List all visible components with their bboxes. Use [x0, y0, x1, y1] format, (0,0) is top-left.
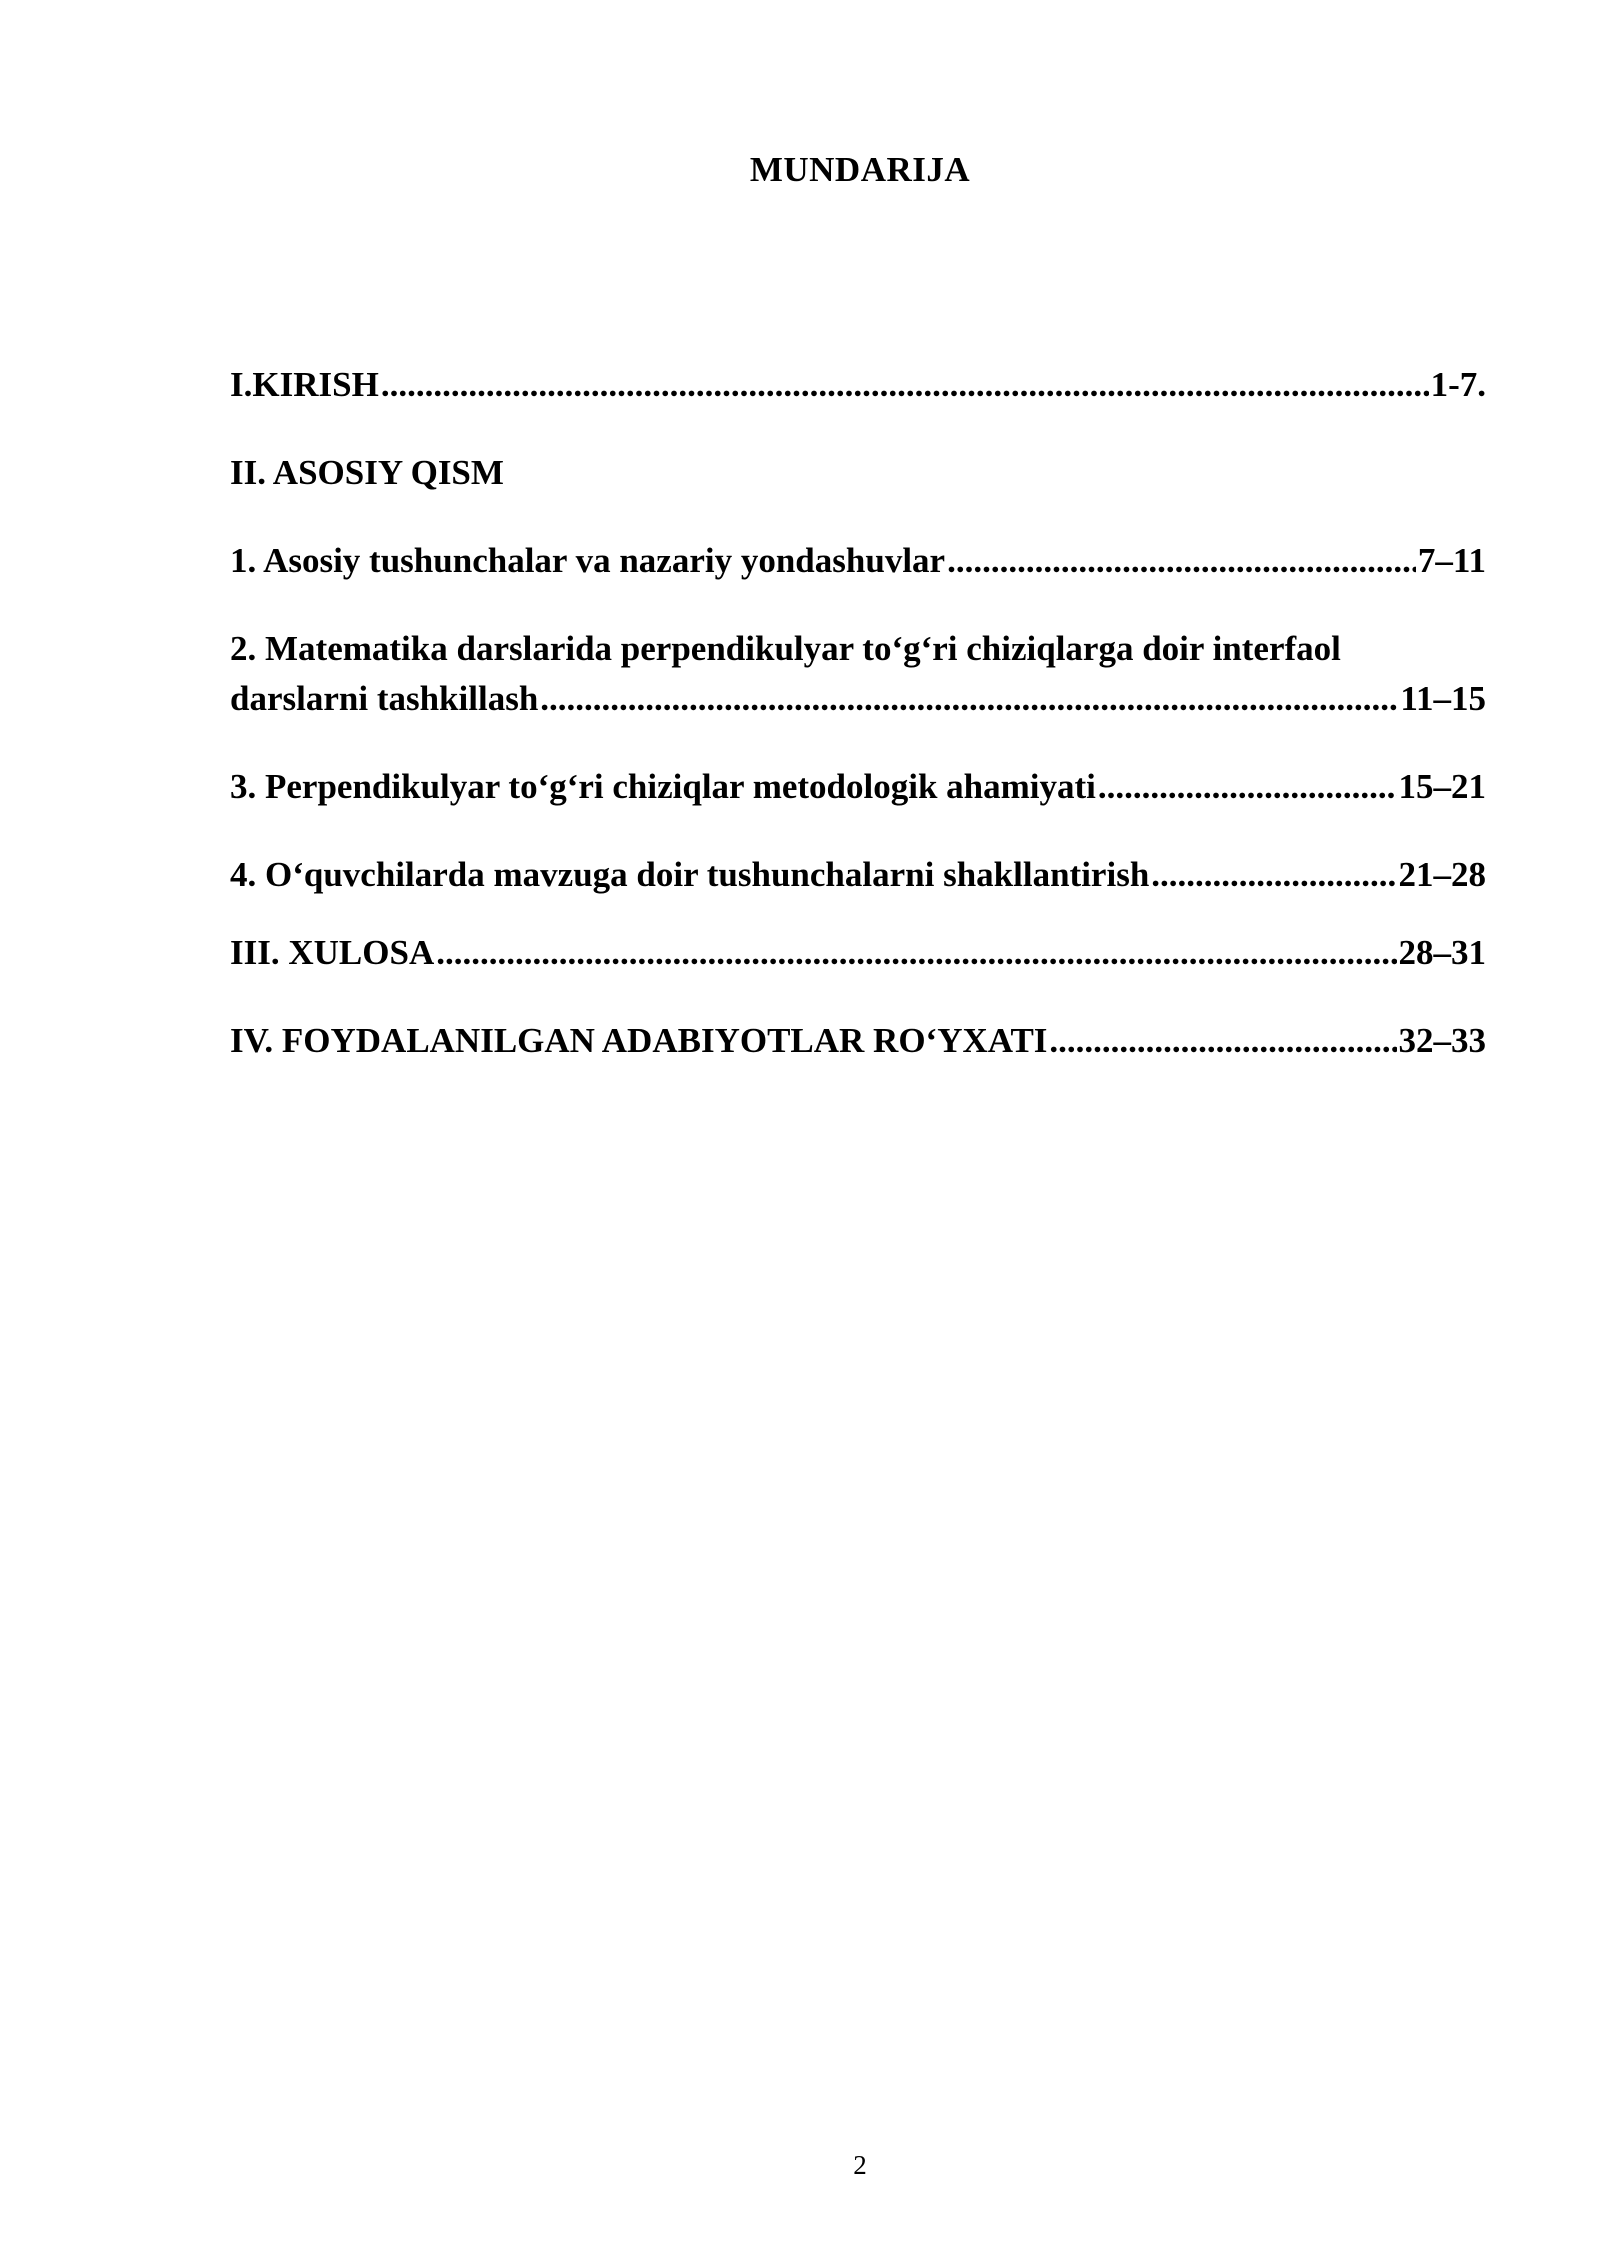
toc-entry-item-2[interactable]	[230, 626, 1486, 721]
toc-section-heading-asosiy-qism: II. ASOSIY QISM	[230, 453, 504, 492]
toc-entry-item-4[interactable]	[230, 852, 1486, 898]
dot-leader	[1151, 852, 1396, 898]
toc-entry-page: 28–31	[1398, 933, 1486, 972]
dot-leader	[947, 538, 1416, 584]
toc-entry-kirish[interactable]	[230, 362, 1486, 408]
toc-entry-page: 1-7.	[1430, 365, 1486, 404]
dot-leader	[436, 930, 1396, 976]
toc-entry-page: 15–21	[1398, 767, 1486, 806]
page-number: 2	[853, 2150, 867, 2180]
toc-entry-page: 21–28	[1398, 855, 1486, 894]
toc-entry-label: III. XULOSA	[230, 933, 435, 972]
dot-leader	[381, 362, 1429, 408]
toc-entry-xulosa[interactable]	[230, 930, 1486, 976]
toc-entry-line-2	[230, 676, 1486, 722]
dot-leader	[1098, 764, 1397, 810]
toc-entry-page: 7–11	[1417, 541, 1486, 580]
dot-leader	[540, 676, 1398, 722]
toc-entry-label-line-1: 2. Matematika darslarida perpendikulyar to‘g‘ri chiziqlarga doir interfaol	[230, 629, 1341, 668]
toc-entry-adabiyotlar[interactable]	[230, 1018, 1486, 1064]
page-title: MUNDARIJA	[749, 150, 971, 189]
toc-entry-label: 4. O‘quvchilarda mavzuga doir tushunchalarni shakllantirish	[230, 855, 1150, 894]
toc-entry-label: IV. FOYDALANILGAN ADABIYOTLAR RO‘YXATI	[230, 1021, 1048, 1060]
toc-entry-label-line-2: darslarni tashkillash	[230, 678, 539, 718]
toc-entry-page: 32–33	[1398, 1021, 1486, 1060]
toc-entry-item-3[interactable]	[230, 764, 1486, 810]
toc-entry-page: 11–15	[1400, 678, 1486, 718]
dot-leader	[1049, 1018, 1396, 1064]
toc-entry-item-1[interactable]	[230, 538, 1486, 584]
toc-entry-label: 3. Perpendikulyar to‘g‘ri chiziqlar metodologik ahamiyati	[230, 767, 1096, 806]
toc-entry-label: I.KIRISH	[230, 365, 379, 404]
toc-entry-label: 1. Asosiy tushunchalar va nazariy yondashuvlar	[230, 541, 946, 580]
